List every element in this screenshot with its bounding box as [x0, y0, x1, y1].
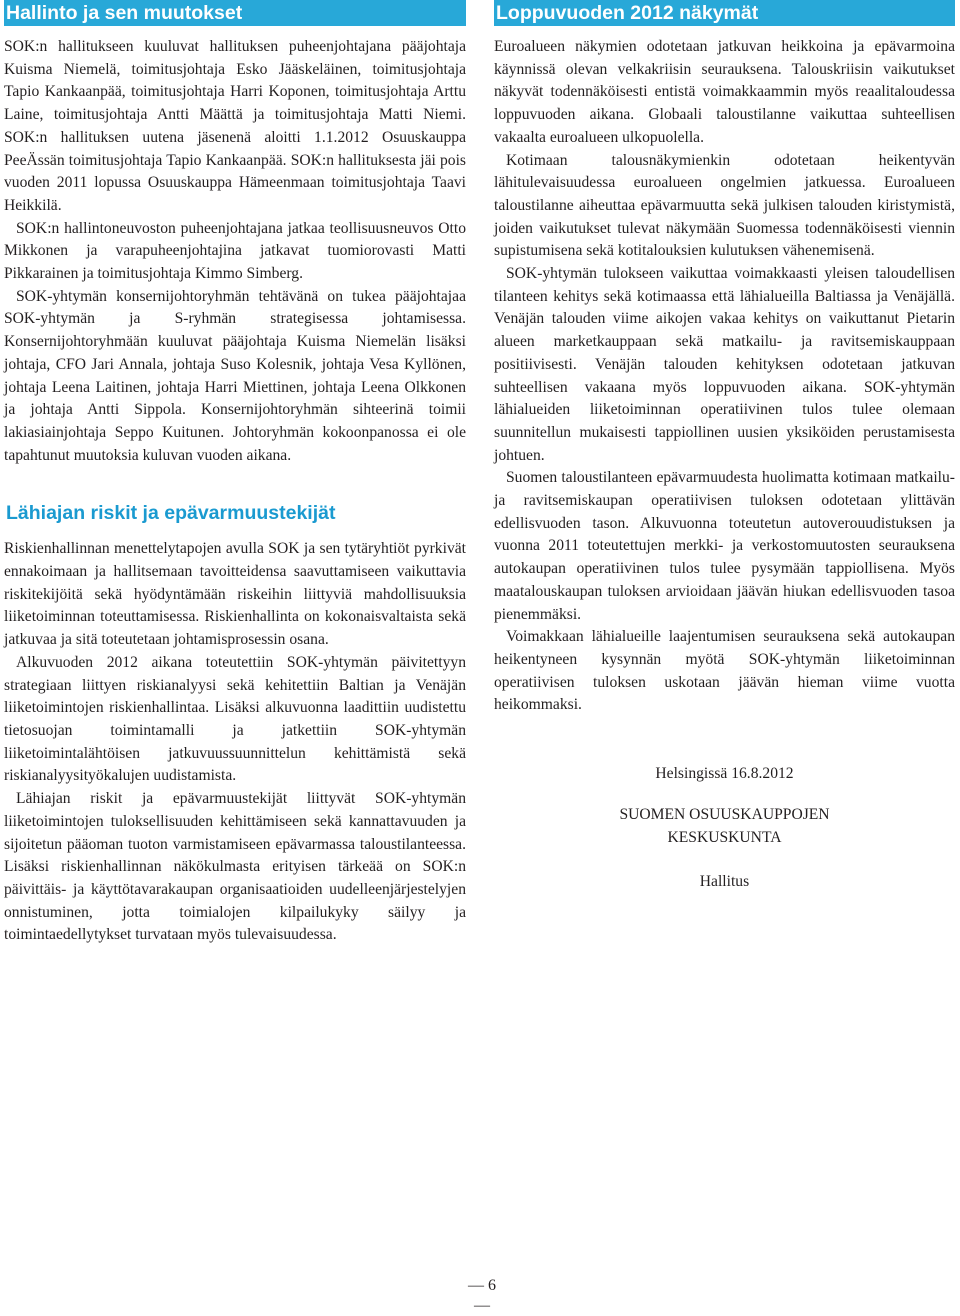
risks-paragraph-3: Lähiajan riskit ja epävarmuustekijät liittyvät SOK-yhtymän liiketoimintojen tuloksellisuuden kehittämiseen sekä kannattavuuden ja sijoitetun pääoman tuoton varmistamiseen epävarmassa taloustilanteessa. Lisäksi riskienhallinnan näkökulmasta erityisen tärkeää on SOK:n päivittäis- ja käyttötavarakaupan organisaatioiden uudelleenjärjestelyjen onnistuminen, jotta toimialojen kilpailukyky säilyy ja toimintaedellytykset turvataan myös tulevaisuudessa.	[4, 790, 466, 944]
outlook-paragraph-1: Euroalueen näkymien odotetaan jatkuvan heikkoina ja epävarmoina käynnissä olevan velkakriisin seurauksena. Talouskriisin vaikutukset näkyvät todennäköisesti entistä voimakkaammin myös reaalitaloudessa loppuvuoden aikana. Globaali taloustilanne vaikuttaa suhteellisen vakaalta euroalueen ulkopuolella.	[494, 38, 955, 146]
right-column	[494, 0, 955, 894]
governance-paragraph-1: SOK:n hallitukseen kuuluvat hallituksen puheenjohtajana pääjohtaja Kuisma Niemelä, toimitusjohtaja Esko Jääskeläinen, toimitusjohtaja Tapio Kankaanpää, toimitusjohtaja Harri Koponen, toimitusjohtaja Arttu Laine, toimitusjohtaja Antti Määttä ja toimitusjohtaja Matti Niemi. SOK:n hallituksen uutena jäsenenä aloitti 1.1.2012 Osuuskauppa PeeÄssän toimitusjohtaja Tapio Kankaanpää. SOK:n hallituksesta jäi pois vuoden 2011 lopussa Osuuskauppa Hämeenmaan toimitusjohtaja Taavi Heikkilä.	[4, 38, 466, 214]
governance-paragraph-2: SOK:n hallintoneuvoston puheenjohtajana jatkaa teollisuusneuvos Otto Mikkonen ja varapuheenjohtajina jatkavat tuomiorovasti Matti Pikkarainen ja toimitusjohtaja Kimmo Simberg.	[4, 219, 466, 283]
signature-place-date: Helsingissä 16.8.2012	[655, 765, 794, 783]
risks-section-title: Lähiajan riskit ja epävarmuustekijät	[6, 502, 336, 525]
outlook-paragraph-5: Voimakkaan lähialueille laajentumisen seurauksena sekä autokaupan heikentyneen kysynnän myötä SOK-yhtymän liiketoiminnan operatiivisen tuloksen uskotaan jäävän hieman viime vuotta heikommaksi.	[494, 628, 955, 714]
signature-organization-line-2: KESKUSKUNTA	[667, 828, 782, 846]
signature-board: Hallitus	[699, 873, 750, 891]
signature-organization-line-1: SUOMEN OSUUSKAUPPOJEN	[619, 805, 830, 823]
governance-section-title: Hallinto ja sen muutokset	[4, 0, 466, 26]
risks-paragraph-1: Riskienhallinnan menettelytapojen avulla SOK ja sen tytäryhtiöt pyrkivät ennakoimaan ja hallitsemaan tavoitteidensa saavuttamiseen vaikuttavia riskitekijöitä sekä hyödyntämään riskeihin liittyviä mahdollisuuksia liiketoiminnan toteuttamisessa. Riskienhallinta on kokonaisvaltaista sekä jatkuvaa ja sitä toteutetaan johtamisprosessin osana.	[4, 540, 466, 649]
risks-paragraph-2: Alkuvuoden 2012 aikana toteutettiin SOK-yhtymän päivitettyyn strategiaan liittyen riskianalyysi sekä kehitettiin Baltian ja Venäjän liiketoimintojen riskienhallintaa. Lisäksi alkuvuonna laadittiin uudistettu tietosuojan toimintamalli ja jatkettiin SOK-yhtymän liiketoimintalähtöisen jatkuvuussuunnittelun kehittämistä sekä riskianalyysityökalujen uudistamista.	[4, 653, 466, 785]
outlook-paragraph-2: Kotimaan talousnäkymienkin odotetaan heikentyvän lähitulevaisuudessa euroalueen ongelmien jatkuessa. Euroalueen taloustilanne aiheuttaa epävarmuutta sekä julkisen talouden kiristymistä, joiden vaikutukset tulevat näkymään Suomessa todennäköisesti viennin supistumisena sekä kotitalouksien kulutuksen vähenemisenä.	[494, 151, 955, 260]
outlook-section-title: Loppuvuoden 2012 näkymät	[494, 0, 955, 26]
outlook-paragraph-3: SOK-yhtymän tulokseen vaikuttaa voimakkaasti yleisen taloudellisen tilanteen kehitys sekä kotimaassa että lähialueilla Baltiassa ja Venäjällä. Venäjän talouden viime aikojen vakaa kehitys on vaikuttanut Pietarin alueen marketkauppaan sekä matkailu- ja ravitsemiskauppaan positiivisesti. Venäjän talouden kehityksen odotetaan jatkuvan suhteellisen vakaana myös loppuvuoden aikana. SOK-yhtymän lähialueiden liiketoiminnan operatiivinen tulos tulee olemaan suunnitellun mukaisesti tappiollinen uusien yksiköiden perustamisesta johtuen.	[494, 265, 955, 464]
governance-paragraph-3: SOK-yhtymän konsernijohtoryhmän tehtävänä on tukea pääjohtajaa SOK-yhtymän ja S-ryhmän strategisessa johtamisessa. Konsernijohtoryhmään kuuluvat pääjohtaja Kuisma Niemelän lisäksi johtaja, CFO Jari Annala, johtaja Suso Kolesnik, johtaja Vesa Kyllönen, johtaja Leena Laitinen, johtaja Harri Miettinen, johtaja Leena Olkkonen ja johtaja Antti Sippola. Konsernijohtoryhmän sihteerinä toimii lakiasiainjohtaja Seppo Kuitunen. Johtoryhmän kokoonpanossa ei ole tapahtunut muutoksia kuluvan vuoden aikana.	[4, 287, 466, 464]
left-column	[4, 0, 466, 947]
outlook-paragraph-4: Suomen taloustilanteen epävarmuudesta huolimatta kotimaan matkailu- ja ravitsemiskaupan operatiivisen tuloksen odotetaan ylittävän edellisvuoden tason. Alkuvuonna toteutetun autoverouudistuksen ja vuonna 2011 toteutettujen merkki- ja verkostomuutosten seurauksena autokaupan operatiivinen tulos tulee pysymään tappiollisena. Myös maatalouskaupan tuloksen arvioidaan jäävän hiukan edellisvuoden tasoa pienemmäksi.	[494, 469, 955, 623]
page-number: — 6 —	[468, 1277, 496, 1314]
